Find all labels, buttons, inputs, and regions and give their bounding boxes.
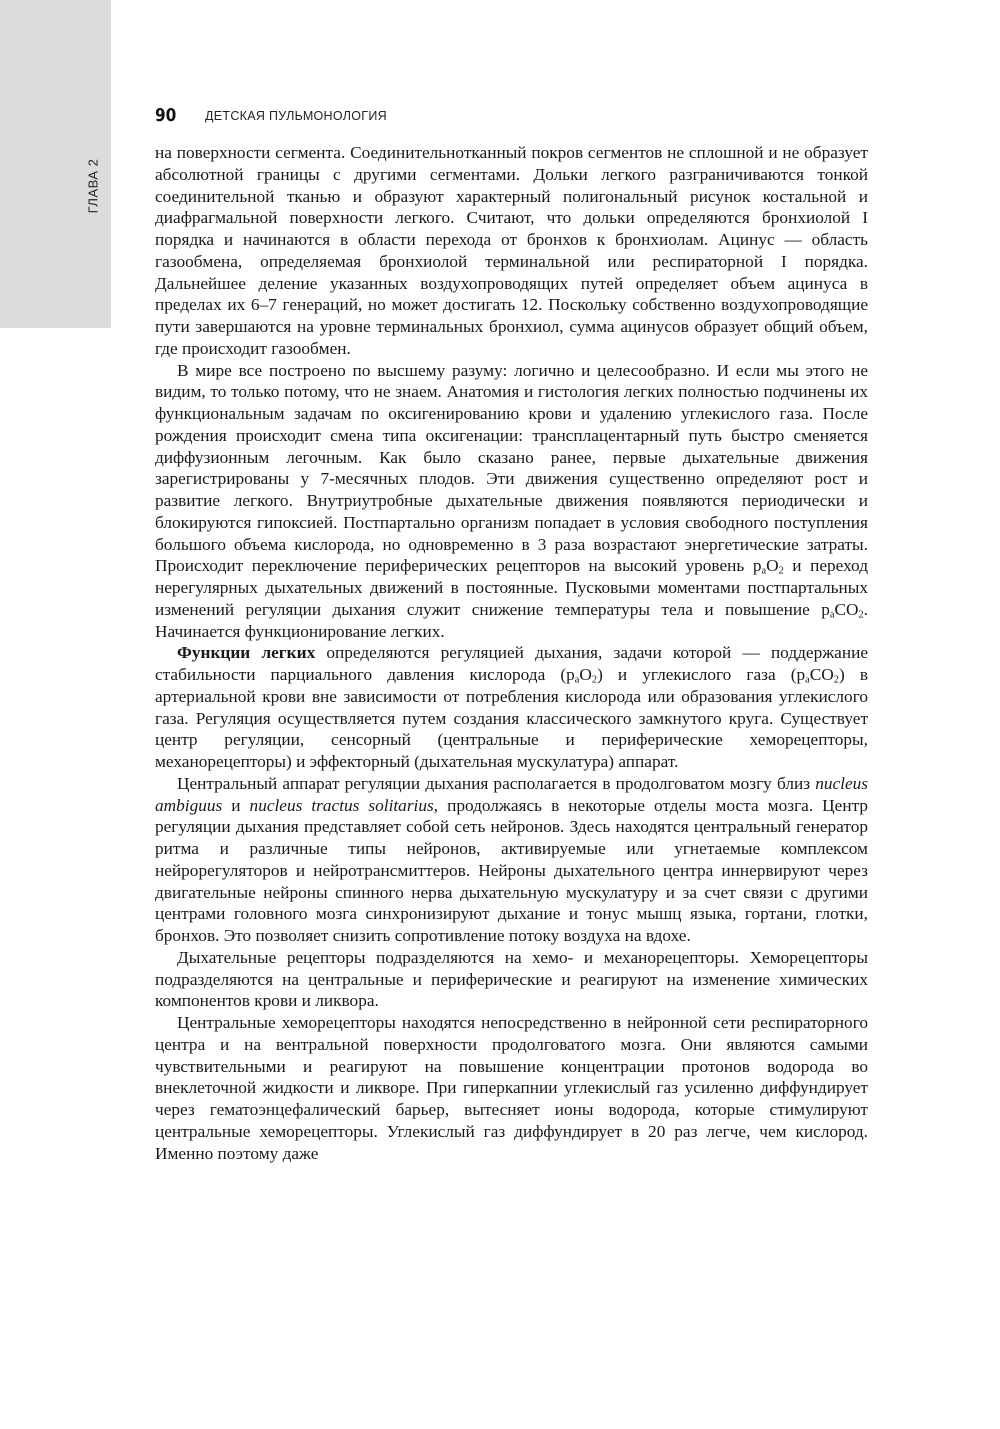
paragraph-3: [155, 642, 868, 773]
paragraph-2: [155, 360, 868, 643]
chapter-side-tab: [0, 0, 111, 328]
formula-paco2: $p_aCO_2$: [796, 665, 839, 686]
paragraph-1: на поверхности сегмента. Соединительнотканный покров сегментов не сплошной и не образует абсолютной границы с другими сегментами. Дольки легкого разграничиваются тонкой соединительной тканью и образуют характерный полигональный рисунок костальной и диафрагмальной поверхности легкого. Считают, что дольки определяются бронхиолой I порядка и начинаются в области перехода от бронхов к бронхиолам. Ацинус — область газообмена, определяемая бронхиолой терминальной или респираторной I порядка. Дальнейшее деление указанных воздухопроводящих путей определяет объем ацинуса в пределах их 6–7 генераций, но может достигать 12. Поскольку собственно воздухопроводящие пути завершаются на уровне терминальных бронхиол, сумма ацинусов образует общий объем, где происходит газообмен.: [155, 143, 868, 358]
body-text: [155, 142, 868, 1164]
text-run: В мире все построено по высшему разуму: логично и целесообразно. И если мы этого не видим, то только потому, что не знаем. Анатомия и гистология легких полностью подчинены их функциональным задачам по оксигенированию крови и удалению углекислого газа. После рождения происходит смена типа оксигенации: трансплацентарный путь быстро сменяется диффузионным легочным. Как было сказано ранее, первые дыхательные движения зарегистрированы у 7-месячных плодов. Эти движения существенно определяют рост и развитие легкого. Внутриутробные дыхательные движения появляются периодически и блокируются гипоксией. Постпартально организм попадает в условия свободного поступления большого объема кислорода, но одновременно в 3 раза возрастают энергетические затраты. Происходит переключение периферических рецепторов на высокий уровень: [155, 360, 868, 576]
chapter-label: ГЛАВА 2: [85, 158, 101, 214]
text-run: и: [222, 795, 250, 815]
paragraph-6: Центральные хеморецепторы находятся непосредственно в нейронной сети респираторного центра и на вентральной поверхности продолговатого мозга. Они являются самыми чувствительными и реагируют на повышение концентрации протонов водорода во внеклеточной жидкости и ликворе. При гиперкапнии углекислый газ усиленно диффундирует через гематоэнцефалический барьер, вытесняет ионы водорода, которые стимулируют центральные хеморецепторы. Углекислый газ диффундирует в 20 раз легче, чем кислород. Именно поэтому даже: [155, 1013, 868, 1163]
formula-pao2: $p_aO_2$: [566, 665, 598, 686]
book-title: ДЕТСКАЯ ПУЛЬМОНОЛОГИЯ: [205, 109, 387, 123]
text-run: , продолжаясь в некоторые отделы моста мозга. Центр регуляции дыхания представляет собой сеть нейронов. Здесь находятся центральный генератор ритма и различные типы нейронов, активируемые или угнетаемые комплексом нейрорегуляторов и нейротрансмиттеров. Нейроны дыхательного центра иннервируют через двигательные нейроны спинного нерва дыхательную мускулатуру и за счет связи с другими центрами головного мозга синхронизируют дыхание и тонус мышц языка, гортани, глотки, бронхов. Это позволяет снизить сопротивление потоку воздуха на вдохе.: [155, 795, 868, 945]
latin-term: nucleus ambiguus: [155, 773, 868, 815]
text-run: ) в артериальной крови вне зависимости от потребления кислорода или образования углекислого газа. Регуляция осуществляется путем создания классического замкнутого круга. Существует центр регуляции, сенсорный (центральные и периферические хеморецепторы, механорецепторы) и эффекторный (дыхательная мускулатура) аппарат.: [155, 665, 868, 771]
formula-paco2: $p_aCO_2$: [821, 599, 864, 621]
bold-term: Функции легких: [177, 643, 316, 663]
paragraph-5: Дыхательные рецепторы подразделяются на хемо- и механорецепторы. Хеморецепторы подразделяются на центральные и периферические и реагируют на изменение химических компонентов крови и ликвора.: [155, 947, 868, 1011]
text-run: Центральный аппарат регуляции дыхания располагается в продолговатом мозгу близ: [177, 773, 816, 793]
latin-term: nucleus tractus solitarius: [249, 795, 434, 815]
formula-pao2: $p_aO_2$: [752, 556, 784, 577]
page-number: 90: [155, 105, 177, 126]
paragraph-4: [155, 773, 868, 947]
text-run: . Начинается функционирование легких.: [155, 599, 868, 641]
text-run: ) и углекислого газа (: [597, 665, 797, 684]
text-run: и переход нерегулярных дыхательных движений в постоянные. Пусковыми моментами постпартальных изменений регуляции дыхания служит снижение температуры тела и повышение: [155, 556, 868, 619]
text-run: определяются регуляцией дыхания, задачи которой — поддержание стабильности парциального давления кислорода (: [155, 643, 869, 684]
